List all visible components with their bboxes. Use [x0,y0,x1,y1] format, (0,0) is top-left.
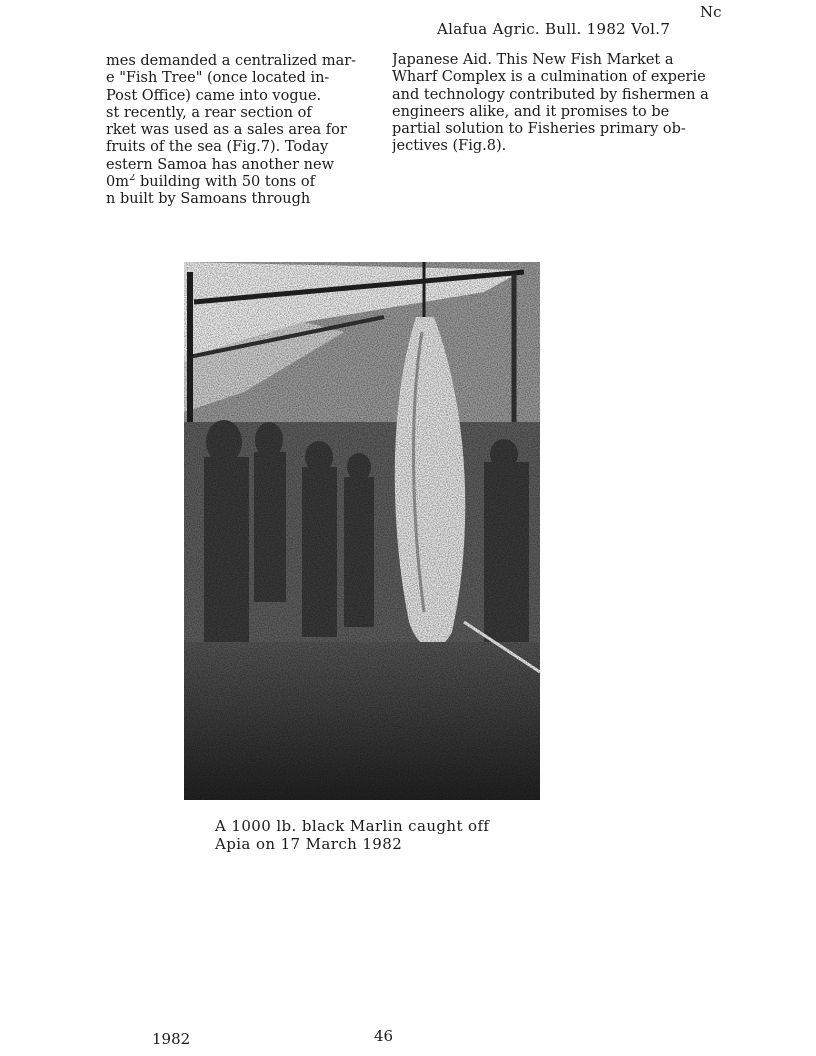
text-line: jectives (Fig.8). [392,138,507,155]
caption-line: Apia on 17 March 1982 [215,835,403,853]
text-line: st recently, a rear section of [106,104,312,121]
figure-caption [215,817,489,853]
text-line: Post Office) came into vogue. [106,87,322,104]
text-line: rket was used as a sales area for [106,122,347,139]
corner-label: Nc [700,3,722,21]
caption-line: A 1000 lb. black Marlin caught off [215,817,490,835]
area-unit: $0m^2$ [106,174,136,191]
text-line: n built by Samoans through [106,191,311,208]
text-line: estern Samoa has another new [106,156,334,173]
text-line: Japanese Aid. This New Fish Market a [392,52,674,68]
right-text-column [392,52,722,156]
text-line: Wharf Complex is a culmination of experie [392,69,706,86]
marlin-photo [184,262,540,800]
text-line-with-area: $0m^2$ building with 50 tons of [106,174,315,191]
text-line: engineers alike, and it promises to be [392,103,670,120]
footer-year: 1982 [152,1030,191,1048]
text-line: e "Fish Tree" (once located in- [106,70,330,87]
left-text-column [106,53,392,209]
page-number: 46 [374,1027,394,1045]
text-line: mes demanded a centralized mar- [106,53,357,69]
text-line: fruits of the sea (Fig.7). Today [106,139,329,156]
text-line: partial solution to Fisheries primary ob- [392,121,686,138]
text-line: and technology contributed by fishermen a [392,86,709,103]
running-head: Alafua Agric. Bull. 1982 Vol.7 [437,20,671,38]
